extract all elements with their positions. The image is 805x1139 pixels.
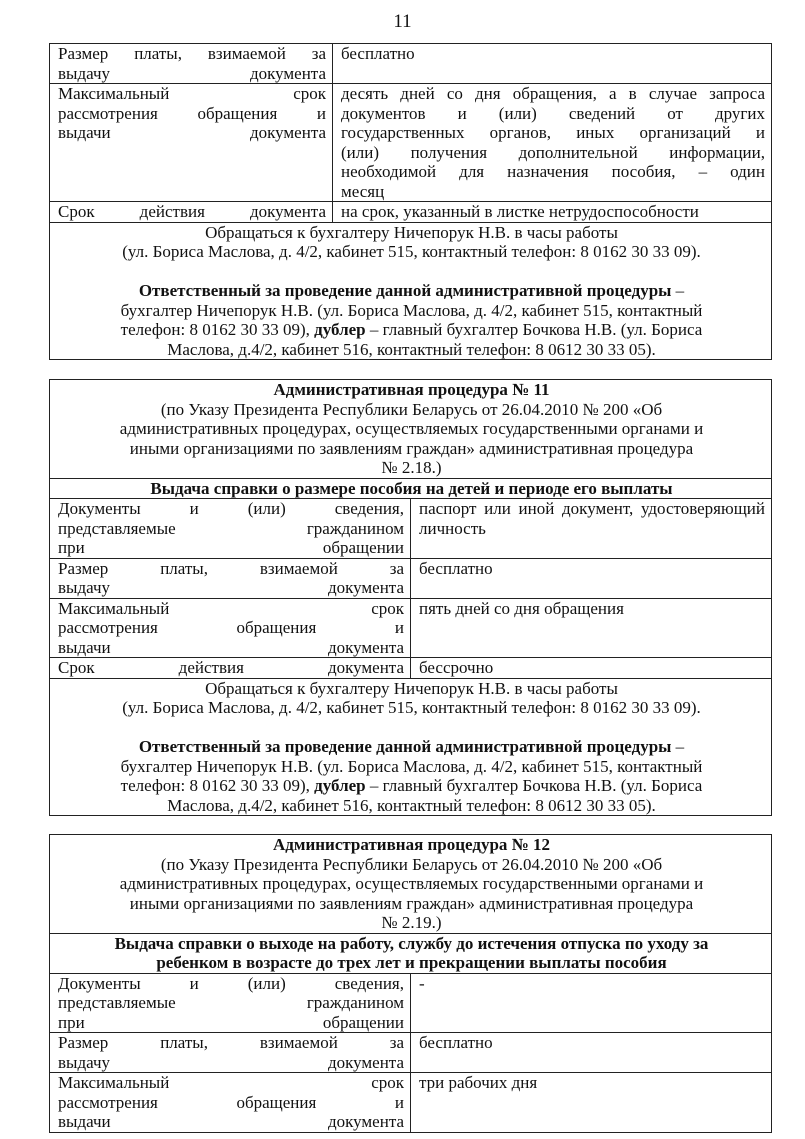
table-row (50, 499, 772, 559)
procedure-11-table (49, 379, 772, 816)
procedure-subject-row (50, 933, 772, 973)
responsible-label: Ответственный за проведение данной административной процедуры (138, 737, 672, 756)
table-row (50, 558, 772, 598)
row-value: бесплатно (411, 558, 772, 598)
responsible-label: Ответственный за проведение данной административной процедуры (138, 281, 672, 300)
row-value: бесплатно (333, 44, 772, 84)
row-label: Размер платы, взимаемой за выдачу документа (50, 1033, 411, 1073)
procedure-title: Административная процедура № 12 (272, 835, 551, 854)
row-label: Размер платы, взимаемой за выдачу документа (50, 558, 411, 598)
table-row (50, 598, 772, 658)
procedure-header-row (50, 835, 772, 934)
contact-info: Обращаться к бухгалтеру Ничепорук Н.В. в часы работы (ул. Бориса Маслова, д. 4/2, кабинет 515, контактный телефон: 8 0162 30 33 09). Ответственный за проведение данной административной процедуры – бухгалтер Ничепорук Н.В. (ул. Бориса Маслова, д. 4/2, кабинет 515, контактный телефон: 8 0162 30 33 09), дублер – главный бухгалтер Бочкова Н.В. (ул. Бориса Маслова, д.4/2, кабинет 516, контактный телефон: 8 0612 30 33 05). (50, 222, 772, 360)
row-value: пять дней со дня обращения (411, 598, 772, 658)
dubler-label: дублер (314, 776, 366, 795)
row-value: - (411, 973, 772, 1033)
row-label: Максимальный срок рассмотрения обращения и выдачи документа (50, 84, 333, 202)
row-label: Документы и (или) сведения, представляемые гражданином при обращении (50, 973, 411, 1033)
procedure-subject: Выдача справки о размере пособия на детей и периоде его выплаты (50, 478, 772, 499)
row-value: десять дней со дня обращения, а в случае запроса документов и (или) сведений от других государственных органов, иных организаций и (или) получения дополнительной информации, необходимой для назначения пособия, – один месяц (333, 84, 772, 202)
row-value: три рабочих дня (411, 1073, 772, 1133)
row-label: Срок действия документа (50, 658, 411, 679)
row-value: паспорт или иной документ, удостоверяющий личность (411, 499, 772, 559)
procedure-subject: Выдача справки о выходе на работу, службу до истечения отпуска по уходу за ребенком в возрасте до трех лет и прекращении выплаты пособия (50, 933, 772, 973)
row-value: на срок, указанный в листке нетрудоспособности (333, 202, 772, 223)
table-row (50, 658, 772, 679)
table-row (50, 973, 772, 1033)
contact-row (50, 222, 772, 360)
table-row (50, 1073, 772, 1133)
row-label: Максимальный срок рассмотрения обращения и выдачи документа (50, 598, 411, 658)
row-label: Срок действия документа (50, 202, 333, 223)
table-row (50, 1033, 772, 1073)
row-value: бессрочно (411, 658, 772, 679)
procedure-header-row (50, 380, 772, 479)
row-label: Размер платы, взимаемой за выдачу документа (50, 44, 333, 84)
contact-row (50, 678, 772, 816)
procedure-10-continued-table (49, 43, 772, 360)
contact-info: Обращаться к бухгалтеру Ничепорук Н.В. в часы работы (ул. Бориса Маслова, д. 4/2, кабинет 515, контактный телефон: 8 0162 30 33 09). Ответственный за проведение данной административной процедуры – бухгалтер Ничепорук Н.В. (ул. Бориса Маслова, д. 4/2, кабинет 515, контактный телефон: 8 0162 30 33 09), дублер – главный бухгалтер Бочкова Н.В. (ул. Бориса Маслова, д.4/2, кабинет 516, контактный телефон: 8 0612 30 33 05). (50, 678, 772, 816)
dubler-label: дублер (314, 320, 366, 339)
table-row (50, 44, 772, 84)
procedure-subject-row (50, 478, 772, 499)
decree-reference: (по Указу Президента Республики Беларусь от 26.04.2010 № 200 «Об административных процедурах, осуществляемых государственными органами и иными организациями по заявлениям граждан» административная процедура № 2.19.) (119, 854, 704, 932)
table-row (50, 202, 772, 223)
page-number: 11 (393, 11, 412, 32)
row-value: бесплатно (411, 1033, 772, 1073)
procedure-12-table (49, 834, 772, 1133)
row-label: Максимальный срок рассмотрения обращения и выдачи документа (50, 1073, 411, 1133)
procedure-title: Административная процедура № 11 (273, 380, 550, 399)
row-label: Документы и (или) сведения, представляемые гражданином при обращении (50, 499, 411, 559)
decree-reference: (по Указу Президента Республики Беларусь от 26.04.2010 № 200 «Об административных процедурах, осуществляемых государственными органами и иными организациями по заявлениям граждан» административная процедура № 2.18.) (119, 399, 704, 477)
table-row (50, 84, 772, 202)
